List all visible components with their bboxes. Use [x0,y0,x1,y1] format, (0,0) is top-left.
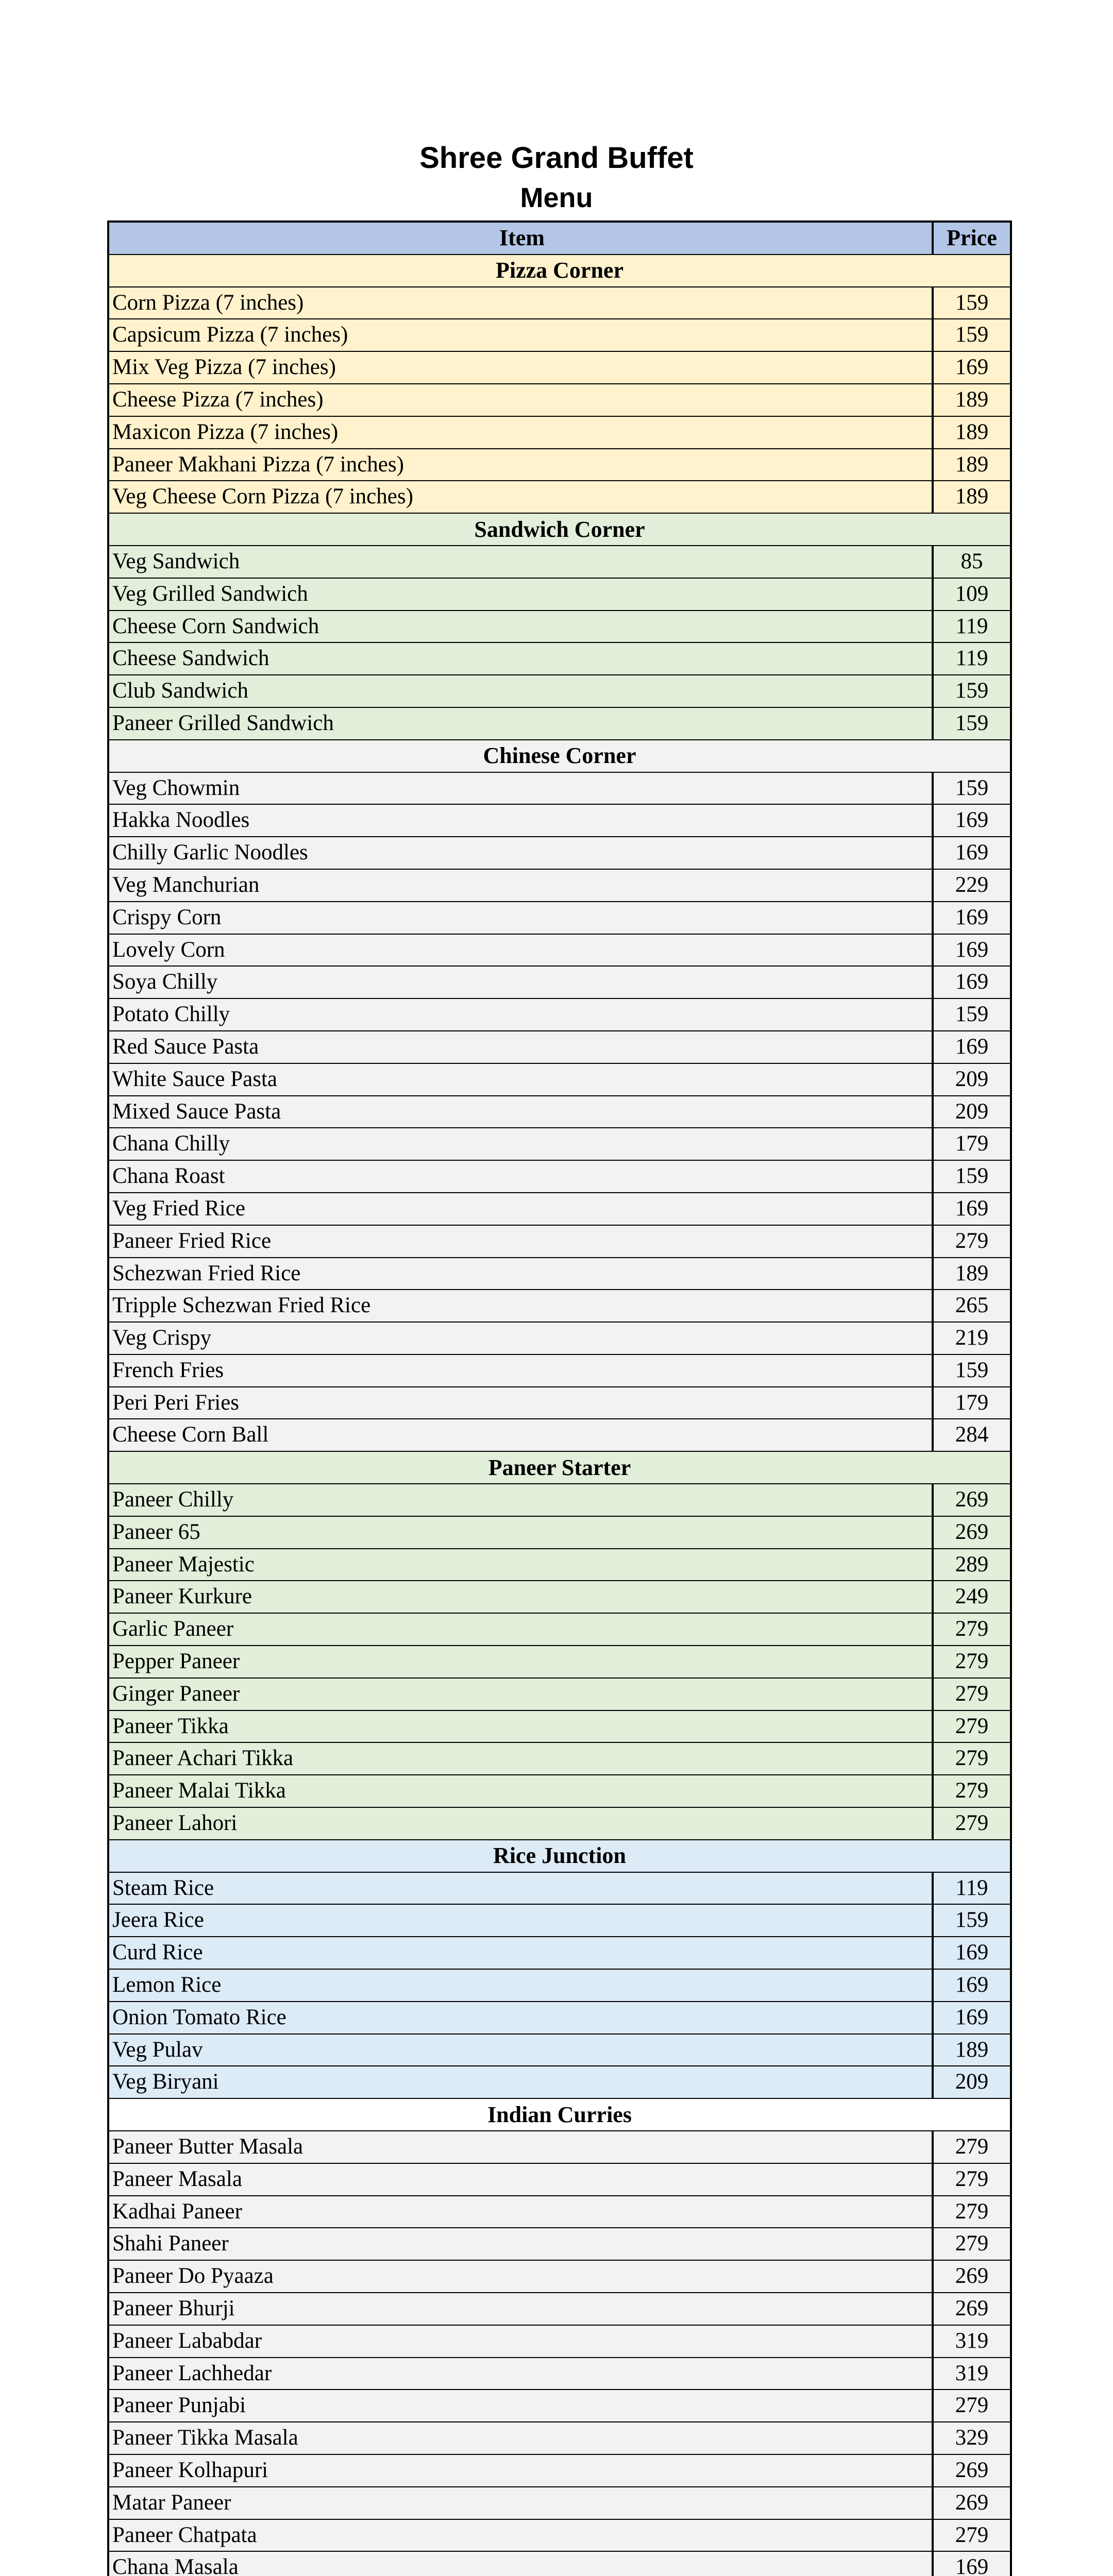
menu-item-row [109,449,1010,482]
menu-item-price: 159 [932,1161,1010,1192]
menu-item-price: 179 [932,1387,1010,1419]
menu-item-price: 159 [932,1355,1010,1386]
menu-item-name: Tripple Schezwan Fried Rice [112,1293,371,1318]
menu-item-price: 269 [932,1484,1010,1516]
menu-item-price: 169 [932,805,1010,836]
menu-item-row [109,1970,1010,2002]
menu-item-price: 159 [932,999,1010,1030]
menu-item-row [109,2455,1010,2487]
menu-item-price: 319 [932,2326,1010,2357]
menu-item-row [109,837,1010,870]
menu-item-price: 265 [932,1290,1010,1321]
menu-item-name: Maxicon Pizza (7 inches) [112,419,339,444]
menu-item-price: 279 [932,1646,1010,1677]
menu-item-row [109,1517,1010,1549]
section-header: Paneer Starter [109,1452,1010,1484]
menu-item-row [109,1096,1010,1129]
menu-item-price: 279 [932,1614,1010,1645]
menu-item-name: Paneer Lachhedar [112,2361,272,2385]
menu-item-name: Capsicum Pizza (7 inches) [112,323,348,347]
menu-item-row [109,1290,1010,1323]
menu-item-name: Lemon Rice [112,1973,222,1997]
menu-item-name: Cheese Corn Ball [112,1422,269,1447]
menu-item-name: Paneer 65 [112,1519,200,1544]
menu-item-row [109,1193,1010,1226]
menu-item-price: 279 [932,2131,1010,2163]
menu-item-name: Paneer Fried Rice [112,1228,272,1253]
menu-item-row [109,1419,1010,1452]
menu-item-row [109,805,1010,837]
menu-item-price: 269 [932,2455,1010,2486]
menu-item-price: 169 [932,352,1010,383]
menu-item-price: 279 [932,2228,1010,2260]
item-column-header: Item [499,225,545,250]
menu-item-name: Paneer Lababdar [112,2328,262,2353]
menu-item-price: 159 [932,708,1010,739]
menu-item-name: Red Sauce Pasta [112,1034,259,1059]
menu-item-name: Club Sandwich [112,679,248,703]
menu-item-price: 189 [932,1258,1010,1290]
menu-item-row [109,2196,1010,2229]
menu-item-name: Mix Veg Pizza (7 inches) [112,355,336,380]
menu-item-name: Schezwan Fried Rice [112,1261,301,1285]
menu-item-name: Peri Peri Fries [112,1390,240,1415]
menu-item-price: 189 [932,481,1010,513]
menu-item-row [109,2228,1010,2261]
menu-item-name: Chana Masala [112,2555,239,2576]
menu-item-name: Paneer Chatpata [112,2522,257,2547]
menu-item-row [109,2487,1010,2520]
menu-item-row [109,1711,1010,1743]
menu-item-price: 159 [932,319,1010,351]
menu-item-row [109,1128,1010,1161]
menu-item-row [109,773,1010,805]
menu-item-price: 169 [932,967,1010,998]
menu-item-price: 119 [932,1873,1010,1904]
menu-item-name: Crispy Corn [112,905,222,929]
menu-item-row [109,2261,1010,2293]
menu-item-price: 169 [932,1031,1010,1063]
menu-item-name: Paneer Tikka Masala [112,2426,298,2450]
menu-item-name: Paneer Kolhapuri [112,2458,268,2482]
menu-item-row [109,1743,1010,1775]
menu-item-price: 279 [932,1226,1010,1257]
menu-item-row [109,579,1010,611]
menu-item-row [109,1808,1010,1840]
menu-item-price: 159 [932,675,1010,707]
menu-item-name: Veg Fried Rice [112,1196,245,1221]
menu-item-price: 169 [932,1970,1010,2001]
menu-item-name: Mixed Sauce Pasta [112,1099,281,1124]
menu-item-name: Paneer Chilly [112,1487,234,1512]
menu-item-price: 269 [932,2487,1010,2519]
menu-item-name: Paneer Tikka [112,1714,229,1738]
menu-item-price: 189 [932,2035,1010,2066]
menu-item-name: Soya Chilly [112,970,218,994]
menu-item-name: Cheese Corn Sandwich [112,614,319,638]
menu-item-row [109,1614,1010,1646]
menu-item-row [109,1775,1010,1808]
menu-item-row [109,2422,1010,2455]
menu-item-price: 119 [932,643,1010,674]
menu-item-row [109,2164,1010,2196]
menu-item-price: 179 [932,1128,1010,1160]
menu-item-row [109,384,1010,417]
menu-item-price: 279 [932,1743,1010,1774]
menu-item-price: 269 [932,1517,1010,1548]
menu-item-price: 209 [932,1096,1010,1128]
menu-item-name: Paneer Malai Tikka [112,1778,286,1803]
menu-item-name: Paneer Grilled Sandwich [112,710,334,735]
menu-item-name: White Sauce Pasta [112,1066,278,1091]
menu-item-name: Veg Crispy [112,1326,212,1350]
menu-item-price: 269 [932,2293,1010,2325]
menu-item-name: Veg Sandwich [112,549,240,573]
menu-item-row [109,2293,1010,2326]
menu-item-price: 279 [932,2196,1010,2228]
menu-item-price: 109 [932,579,1010,610]
menu-item-price: 159 [932,287,1010,319]
menu-item-row [109,1258,1010,1291]
menu-item-price: 169 [932,1193,1010,1225]
menu-item-name: Veg Grilled Sandwich [112,581,308,606]
menu-subtitle: Menu [520,182,593,213]
menu-item-row [109,2552,1010,2576]
menu-item-name: Paneer Masala [112,2166,242,2191]
menu-item-row [109,1355,1010,1387]
table-header-row [109,223,1010,255]
menu-item-name: French Fries [112,1358,224,1382]
section-header: Indian Curries [109,2099,1010,2131]
menu-item-price: 169 [932,2002,1010,2033]
menu-item-name: Chilly Garlic Noodles [112,840,308,865]
menu-item-price: 289 [932,1549,1010,1581]
menu-item-row [109,2358,1010,2391]
menu-item-row [109,902,1010,935]
menu-item-row [109,675,1010,708]
menu-item-name: Paneer Majestic [112,1552,255,1577]
menu-item-name: Potato Chilly [112,1002,230,1027]
menu-item-price: 169 [932,902,1010,934]
menu-item-row [109,1549,1010,1582]
menu-table [107,221,1012,2576]
menu-item-price: 119 [932,611,1010,642]
menu-item-price: 189 [932,384,1010,416]
menu-item-name: Chana Roast [112,1164,225,1189]
menu-item-price: 279 [932,2520,1010,2551]
menu-item-name: Paneer Achari Tikka [112,1746,294,1771]
menu-item-price: 279 [932,1711,1010,1742]
menu-item-price: 319 [932,2358,1010,2389]
menu-item-name: Chana Chilly [112,1131,230,1156]
menu-item-price: 284 [932,1419,1010,1451]
menu-sections [109,255,1010,2576]
menu-item-price: 279 [932,2390,1010,2421]
menu-item-name: Steam Rice [112,1875,214,1900]
menu-item-price: 159 [932,1905,1010,1936]
menu-item-row [109,1064,1010,1096]
menu-item-row [109,287,1010,320]
menu-item-name: Veg Manchurian [112,872,260,897]
menu-item-row [109,546,1010,579]
menu-item-row [109,870,1010,902]
menu-item-name: Hakka Noodles [112,808,250,833]
price-column-header: Price [932,223,1010,254]
menu-item-name: Veg Cheese Corn Pizza (7 inches) [112,484,413,509]
menu-item-price: 159 [932,773,1010,804]
menu-item-row [109,1161,1010,1193]
restaurant-title: Shree Grand Buffet [419,141,694,175]
menu-item-name: Cheese Sandwich [112,646,269,671]
menu-item-row [109,2520,1010,2552]
menu-item-price: 249 [932,1581,1010,1613]
menu-item-price: 189 [932,449,1010,481]
menu-item-name: Paneer Lahori [112,1811,238,1836]
menu-item-name: Kadhai Paneer [112,2199,242,2224]
menu-item-name: Lovely Corn [112,937,225,962]
menu-item-row [109,1484,1010,1517]
menu-item-row [109,935,1010,967]
menu-item-name: Paneer Bhurji [112,2296,235,2320]
menu-item-name: Veg Biryani [112,2070,219,2094]
section-header: Rice Junction [109,1840,1010,1873]
menu-item-name: Matar Paneer [112,2490,231,2515]
menu-item-row [109,1873,1010,1905]
menu-item-name: Garlic Paneer [112,1617,234,1641]
menu-item-name: Cheese Pizza (7 inches) [112,387,324,412]
menu-item-name: Pepper Paneer [112,1649,240,1674]
menu-item-name: Paneer Punjabi [112,2393,246,2418]
menu-item-name: Ginger Paneer [112,1681,240,1706]
menu-item-row [109,1226,1010,1258]
menu-item-row [109,2035,1010,2067]
menu-item-row [109,2390,1010,2422]
section-header: Pizza Corner [109,255,1010,287]
menu-item-price: 169 [932,837,1010,869]
section-header: Chinese Corner [109,740,1010,773]
menu-item-row [109,643,1010,675]
menu-item-name: Onion Tomato Rice [112,2005,286,2029]
menu-item-row [109,708,1010,740]
menu-item-price: 209 [932,2066,1010,2098]
menu-item-name: Paneer Kurkure [112,1584,252,1609]
menu-item-row [109,417,1010,449]
menu-item-row [109,352,1010,384]
menu-item-row [109,1646,1010,1679]
menu-item-row [109,1581,1010,1614]
menu-item-name: Veg Chowmin [112,775,240,800]
menu-item-price: 219 [932,1323,1010,1354]
section-header: Sandwich Corner [109,514,1010,546]
menu-item-name: Curd Rice [112,1940,203,1965]
menu-item-row [109,2002,1010,2035]
menu-item-price: 209 [932,1064,1010,1095]
menu-item-row [109,1387,1010,1420]
menu-item-name: Paneer Makhani Pizza (7 inches) [112,452,404,477]
menu-item-row [109,1323,1010,1355]
menu-item-row [109,1905,1010,1937]
menu-item-name: Jeera Rice [112,1908,204,1933]
menu-item-price: 169 [932,2552,1010,2576]
menu-item-price: 279 [932,1775,1010,1807]
menu-item-row [109,319,1010,352]
menu-item-row [109,481,1010,514]
menu-item-price: 169 [932,1937,1010,1969]
menu-item-row [109,2326,1010,2358]
menu-item-price: 279 [932,1808,1010,1839]
menu-item-name: Paneer Butter Masala [112,2134,303,2159]
menu-item-name: Veg Pulav [112,2037,203,2062]
menu-item-price: 189 [932,417,1010,448]
menu-item-price: 229 [932,870,1010,901]
menu-item-name: Shahi Paneer [112,2231,229,2256]
menu-item-row [109,2131,1010,2164]
menu-item-row [109,999,1010,1031]
menu-item-price: 169 [932,935,1010,966]
menu-item-price: 279 [932,1679,1010,1710]
menu-item-name: Paneer Do Pyaaza [112,2264,274,2289]
menu-item-row [109,1937,1010,1970]
menu-item-name: Corn Pizza (7 inches) [112,290,304,315]
menu-item-row [109,2066,1010,2099]
menu-item-price: 85 [932,546,1010,578]
menu-item-row [109,967,1010,999]
menu-item-price: 329 [932,2422,1010,2454]
menu-item-row [109,1679,1010,1711]
menu-item-price: 269 [932,2261,1010,2292]
menu-item-price: 279 [932,2164,1010,2195]
menu-item-row [109,611,1010,643]
menu-item-row [109,1031,1010,1064]
